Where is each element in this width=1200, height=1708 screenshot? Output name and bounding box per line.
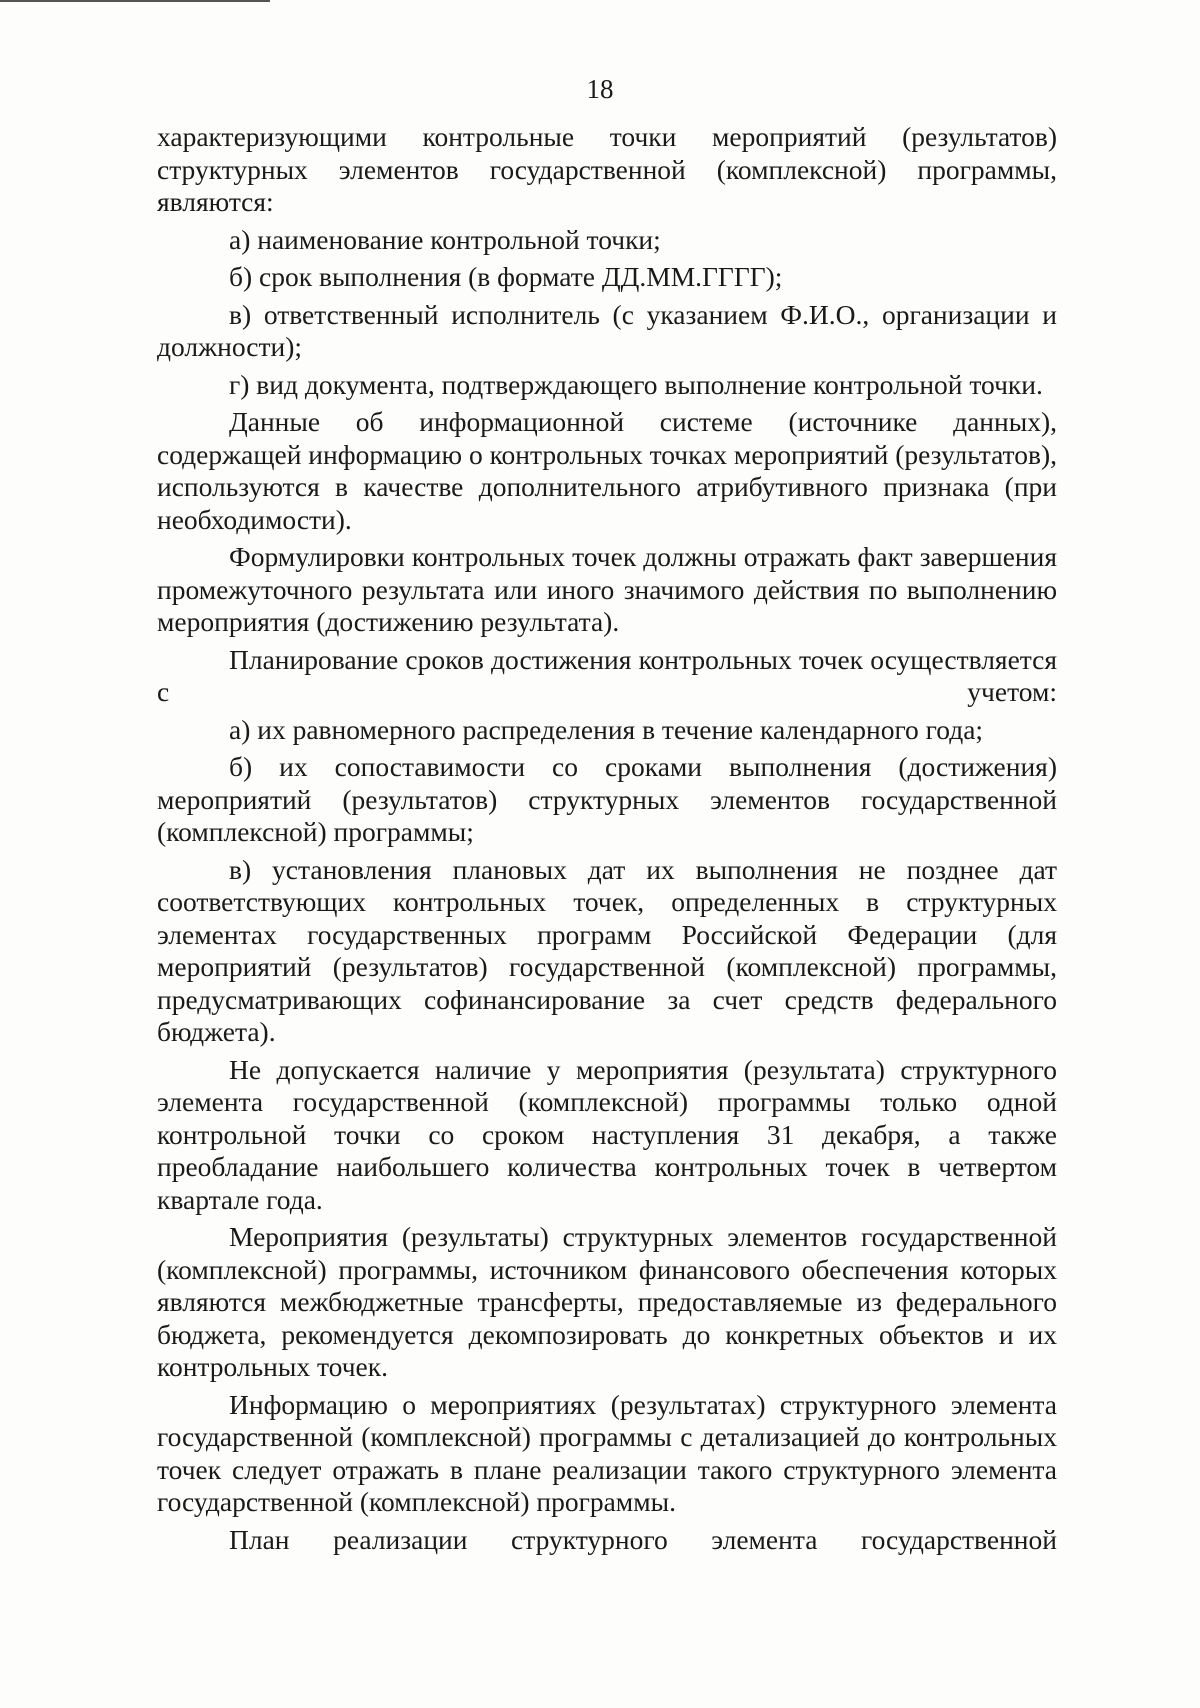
paragraph-planning: Планирование сроков достижения контрольных точек осуществляется с учетом: [157, 643, 1057, 707]
body-text [157, 121, 1057, 1561]
paragraph-plan-start: План реализации структурного элемента государственной [229, 1523, 1057, 1555]
list-item-g-document: г) вид документа, подтверждающего выполнение контрольной точки. [229, 368, 1043, 400]
top-scan-edge [0, 0, 270, 2]
list-item-v-executor: в) ответственный исполнитель (с указанием Ф.И.О., организации и должности); [157, 298, 1057, 362]
paragraph-info-system: Данные об информационной системе (источнике данных), содержащей информацию о контрольных точках мероприятий (результатов), используются в качестве дополнительного атрибутивного признака (при необходимости). [157, 406, 1057, 535]
list-item-a-distribution: а) их равномерного распределения в течение календарного года; [229, 713, 984, 745]
paragraph-continuation: характеризующими контрольные точки мероприятий (результатов) структурных элементов государственной (комплексной) программы, являются: [157, 121, 1057, 217]
list-item-b-deadline: б) срок выполнения (в формате ДД.ММ.ГГГГ); [229, 261, 783, 292]
paragraph-restriction: Не допускается наличие у мероприятия (результата) структурного элемента государственной (комплексной) программы только одной контрольной точки со сроком наступления 31 декабря, а также преобладание наибольшего количества контрольных точек в четвертом квартале года. [157, 1053, 1057, 1215]
page-number: 18 [586, 74, 614, 104]
paragraph-transfers: Мероприятия (результаты) структурных элементов государственной (комплексной) программы, источником финансового обеспечения которых являются межбюджетные трансферты, предоставляемые из федерального бюджета, рекомендуется декомпозировать до конкретных объектов и их контрольных точек. [157, 1221, 1057, 1382]
list-item-a-name: а) наименование контрольной точки; [229, 223, 661, 255]
paragraph-implementation-info: Информацию о мероприятиях (результатах) структурного элемента государственной (комплексной) программы с детализацией до контрольных точек следует отражать в плане реализации такого структурного элемента государственной (комплексной) программы. [157, 1388, 1057, 1517]
paragraph-wording: Формулировки контрольных точек должны отражать факт завершения промежуточного результата или иного значимого действия по выполнению мероприятия (достижению результата). [157, 541, 1057, 637]
list-item-v-dates: в) установления плановых дат их выполнения не позднее дат соответствующих контрольных точек, определенных в структурных элементах государственных программ Российской Федерации (для мероприятий (результатов) государственной (комплексной) программы, предусматривающих софинансирование за счет средств федерального бюджета). [157, 853, 1057, 1047]
list-item-b-comparability: б) их сопоставимости со сроками выполнения (достижения) мероприятий (результатов) структурных элементов государственной (комплексной) программы; [157, 751, 1057, 847]
